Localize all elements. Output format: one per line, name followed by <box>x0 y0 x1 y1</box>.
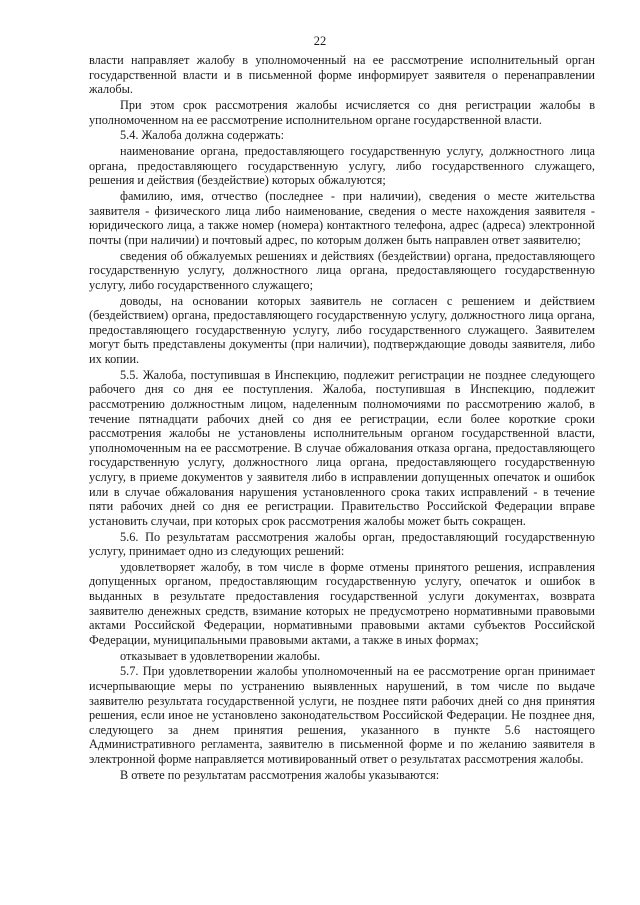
paragraph: В ответе по результатам рассмотрения жалобы указываются: <box>120 767 440 782</box>
paragraph: 5.5. Жалоба, поступившая в Инспекцию, подлежит регистрации не позднее следующего рабочего дня со дня ее поступления. Жалоба, поступившая в Инспекцию, подлежит рассмотрению должностным лицом, наделенным полномочиями по рассмотрению жалоб, в течение пятнадцати рабочих дней со дня ее регистрации, если более короткие сроки рассмотрения жалобы не установлены исполнительным органом государственной власти, уполномоченным на ее рассмотрение. В случае обжалования отказа органа, предоставляющего государственную услугу, должностного лица органа, предоставляющего государственную услугу, в приеме документов у заявителя либо в исправлении допущенных опечаток и ошибок или в случае обжалования нарушения установленного срока таких исправлений - в течение пяти рабочих дней со дня ее регистрации. Правительство Российской Федерации вправе установить случаи, при которых срок рассмотрения жалобы может быть сокращен. <box>89 367 595 528</box>
paragraph: фамилию, имя, отчество (последнее - при наличии), сведения о месте жительства заявителя - физического лица либо наименование, сведения о месте нахождения заявителя - юридического лица, а также номер (номера) контактного телефона, адрес (адреса) электронной почты (при наличии) и почтовый адрес, по которым должен быть направлен ответ заявителю; <box>89 189 595 247</box>
page-number: 22 <box>313 34 327 48</box>
paragraph: удовлетворяет жалобу, в том числе в форме отмены принятого решения, исправления допущенных органом, предоставляющим государственную услугу, опечаток и ошибок в выданных в результате предоставления государственной услуги документах, возврата заявителю денежных средств, взимание которых не предусмотрено нормативными правовыми актами Российской Федерации, нормативными правовыми актами субъектов Российской Федерации, муниципальными правовыми актами, а также в иных формах; <box>89 559 595 647</box>
paragraph: 5.6. По результатам рассмотрения жалобы орган, предоставляющий государственную услугу, принимает одно из следующих решений: <box>89 529 595 559</box>
document-body <box>89 53 595 784</box>
paragraph: 5.7. При удовлетворении жалобы уполномоченный на ее рассмотрение орган принимает исчерпывающие меры по устранению выявленных нарушений, в том числе по выдаче заявителю результата государственной услуги, не позднее пяти рабочих дней со дня принятия решения, если иное не установлено законодательством Российской Федерации. Не позднее дня, следующего за днем принятия решения, указанного в пункте 5.6 настоящего Административного регламента, заявителю в письменной форме и по желанию заявителя в электронной форме направляется мотивированный ответ о результатах рассмотрения жалобы. <box>89 664 595 766</box>
paragraph: отказывает в удовлетворении жалобы. <box>120 648 321 663</box>
paragraph: наименование органа, предоставляющего государственную услугу, должностного лица органа, предоставляющего государственную услугу, либо государственного служащего, решения и действия (бездействие) которых обжалуются; <box>89 144 595 188</box>
paragraph: власти направляет жалобу в уполномоченный на ее рассмотрение исполнительный орган государственной власти и в письменной форме информирует заявителя о перенаправлении жалобы. <box>89 53 595 97</box>
paragraph: При этом срок рассмотрения жалобы исчисляется со дня регистрации жалобы в уполномоченном на ее рассмотрение исполнительном органе государственной власти. <box>89 97 595 127</box>
paragraph: сведения об обжалуемых решениях и действиях (бездействии) органа, предоставляющего государственную услугу, должностного лица органа, предоставляющего государственную услугу, либо государственного служащего; <box>89 248 595 292</box>
paragraph: доводы, на основании которых заявитель не согласен с решением и действием (бездействием) органа, предоставляющего государственную услугу, должностного лица органа, предоставляющего государственную услугу, либо государственного служащего. Заявителем могут быть представлены документы (при наличии), подтверждающие доводы заявителя, либо их копии. <box>89 293 595 366</box>
paragraph: 5.4. Жалоба должна содержать: <box>120 128 285 143</box>
